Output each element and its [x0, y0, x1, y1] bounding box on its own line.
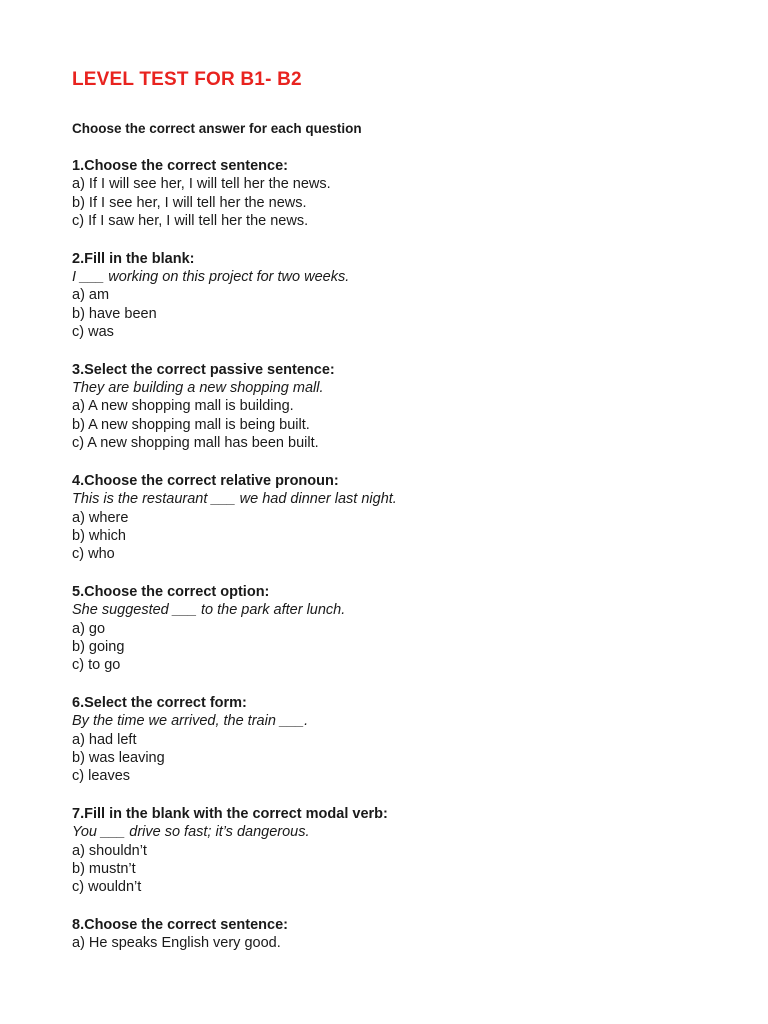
- question-5: [72, 583, 712, 675]
- question-prompt: This is the restaurant ___ we had dinner last night.: [72, 491, 397, 508]
- option-a: a) He speaks English very good.: [72, 935, 281, 952]
- option-list: [72, 286, 712, 341]
- option-list: [72, 731, 712, 786]
- question-heading: 3.Select the correct passive sentence:: [72, 361, 335, 378]
- option-b: b) was leaving: [72, 749, 165, 766]
- question-7: [72, 805, 712, 897]
- option-a: a) go: [72, 620, 106, 637]
- question-heading: 6.Select the correct form:: [72, 694, 247, 711]
- option-c: c) If I saw her, I will tell her the news.: [72, 213, 309, 230]
- question-2: [72, 250, 712, 342]
- instructions: Choose the correct answer for each question: [72, 121, 362, 136]
- option-b: b) have been: [72, 305, 157, 322]
- option-b: b) A new shopping mall is being built.: [72, 416, 310, 433]
- question-4: [72, 472, 712, 564]
- option-list: [72, 509, 712, 564]
- question-3: [72, 361, 712, 453]
- question-6: [72, 694, 712, 786]
- option-c: c) was: [72, 324, 114, 341]
- option-list: [72, 397, 712, 452]
- option-b: b) which: [72, 527, 126, 544]
- question-heading: 8.Choose the correct sentence:: [72, 916, 288, 933]
- question-8: [72, 916, 712, 953]
- option-c: c) to go: [72, 657, 121, 674]
- option-a: a) where: [72, 509, 129, 526]
- option-a: a) shouldn’t: [72, 842, 147, 859]
- option-list: [72, 934, 712, 952]
- option-b: b) mustn’t: [72, 861, 136, 877]
- option-c: c) leaves: [72, 768, 131, 785]
- question-heading: 4.Choose the correct relative pronoun:: [72, 472, 339, 489]
- question-prompt: She suggested ___ to the park after lunch.: [72, 602, 346, 619]
- option-list: [72, 620, 712, 675]
- option-b: b) going: [72, 638, 125, 655]
- option-list: [72, 842, 712, 897]
- question-heading: 1.Choose the correct sentence:: [72, 158, 288, 174]
- option-a: a) If I will see her, I will tell her the news.: [72, 176, 331, 193]
- question-prompt: By the time we arrived, the train ___.: [72, 713, 309, 730]
- option-b: b) If I see her, I will tell her the news.: [72, 194, 307, 211]
- question-prompt: You ___ drive so fast; it’s dangerous.: [72, 824, 310, 841]
- option-a: a) had left: [72, 731, 137, 748]
- document-title: LEVEL TEST FOR B1- B2: [72, 69, 302, 90]
- question-prompt: They are building a new shopping mall.: [72, 380, 324, 397]
- question-prompt: I ___ working on this project for two weeks.: [72, 269, 350, 286]
- question-heading: 5.Choose the correct option:: [72, 583, 270, 600]
- document-page: [72, 64, 712, 953]
- option-c: c) who: [72, 546, 115, 563]
- question-1: [72, 157, 712, 231]
- option-a: a) am: [72, 287, 110, 304]
- option-a: a) A new shopping mall is building.: [72, 398, 294, 415]
- option-c: c) A new shopping mall has been built.: [72, 435, 319, 452]
- question-heading: 7.Fill in the blank with the correct modal verb:: [72, 805, 388, 822]
- option-list: [72, 175, 712, 230]
- option-c: c) wouldn’t: [72, 879, 142, 896]
- question-heading: 2.Fill in the blank:: [72, 250, 195, 267]
